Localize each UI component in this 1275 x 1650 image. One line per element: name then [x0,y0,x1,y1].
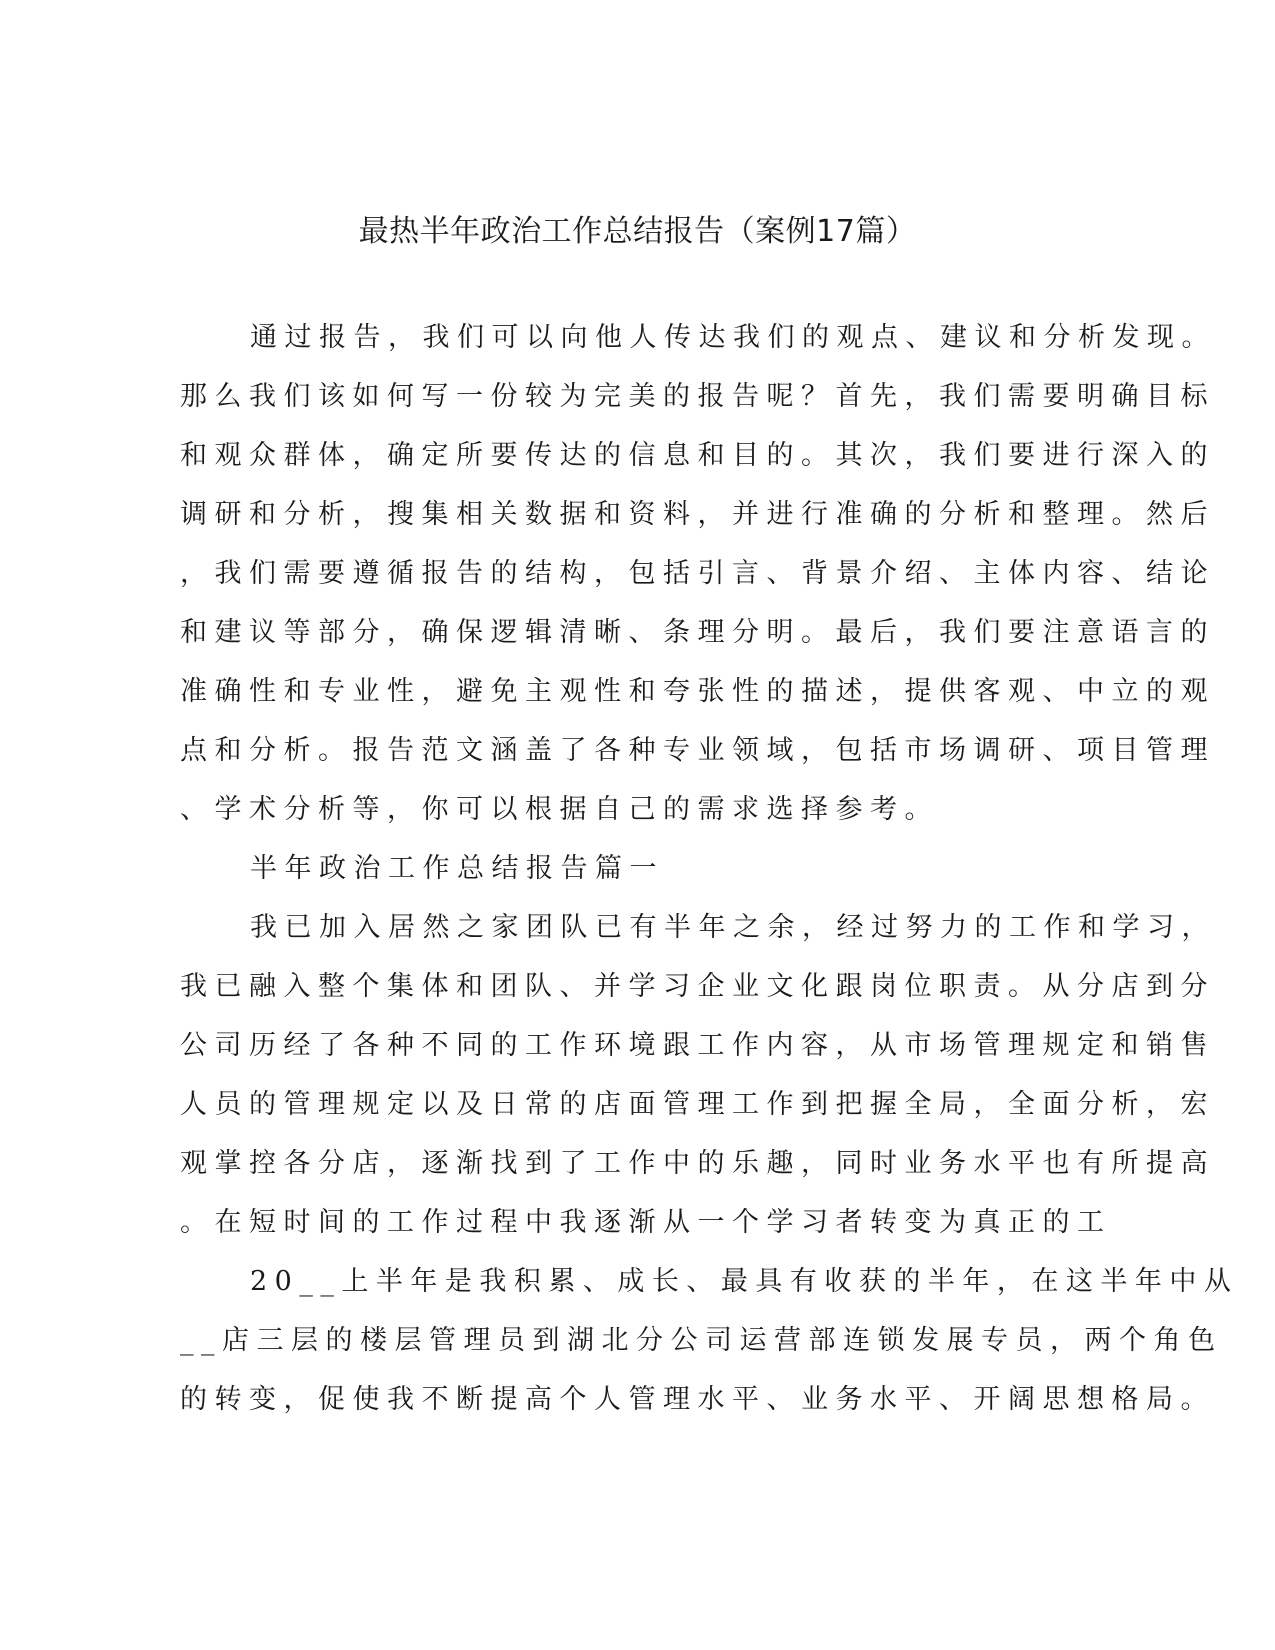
paragraph-line: 。在短时间的工作过程中我逐渐从一个学习者转变为真正的工 [180,1207,1112,1238]
paragraph-line: 人员的管理规定以及日常的店面管理工作到把握全局，全面分析，宏 [180,1089,1215,1120]
paragraph-line: 公司历经了各种不同的工作环境跟工作内容，从市场管理规定和销售 [180,1030,1215,1061]
intro-line: 和建议等部分，确保逻辑清晰、条理分明。最后，我们要注意语言的 [180,617,1215,648]
intro-line: 准确性和专业性，避免主观性和夸张性的描述，提供客观、中立的观 [180,676,1215,707]
intro-line: 点和分析。报告范文涵盖了各种专业领域，包括市场调研、项目管理 [180,735,1215,766]
intro-line: ，我们需要遵循报告的结构，包括引言、背景介绍、主体内容、结论 [180,558,1215,589]
paragraph-line: 我已融入整个集体和团队、并学习企业文化跟岗位职责。从分店到分 [180,971,1215,1002]
section-heading: 半年政治工作总结报告篇一 [250,853,664,884]
intro-line: 、学术分析等，你可以根据自己的需求选择参考。 [180,794,939,825]
intro-line: 调研和分析，搜集相关数据和资料，并进行准确的分析和整理。然后 [180,499,1215,530]
paragraph-line: __店三层的楼层管理员到湖北分公司运营部连锁发展专员，两个角色 [180,1325,1223,1356]
intro-line: 和观众群体，确定所要传达的信息和目的。其次，我们要进行深入的 [180,440,1215,471]
intro-line: 那么我们该如何写一份较为完美的报告呢？首先，我们需要明确目标 [180,381,1215,412]
paragraph-line: 观掌控各分店，逐渐找到了工作中的乐趣，同时业务水平也有所提高 [180,1148,1215,1179]
paragraph-line: 我已加入居然之家团队已有半年之余，经过努力的工作和学习， [250,912,1216,943]
intro-line: 通过报告，我们可以向他人传达我们的观点、建议和分析发现。 [250,322,1216,353]
document-title: 最热半年政治工作总结报告（案例17篇） [358,214,917,249]
paragraph-line: 20__上半年是我积累、成长、最具有收获的半年，在这半年中从 [250,1266,1239,1297]
paragraph-line: 的转变，促使我不断提高个人管理水平、业务水平、开阔思想格局。 [180,1384,1215,1415]
